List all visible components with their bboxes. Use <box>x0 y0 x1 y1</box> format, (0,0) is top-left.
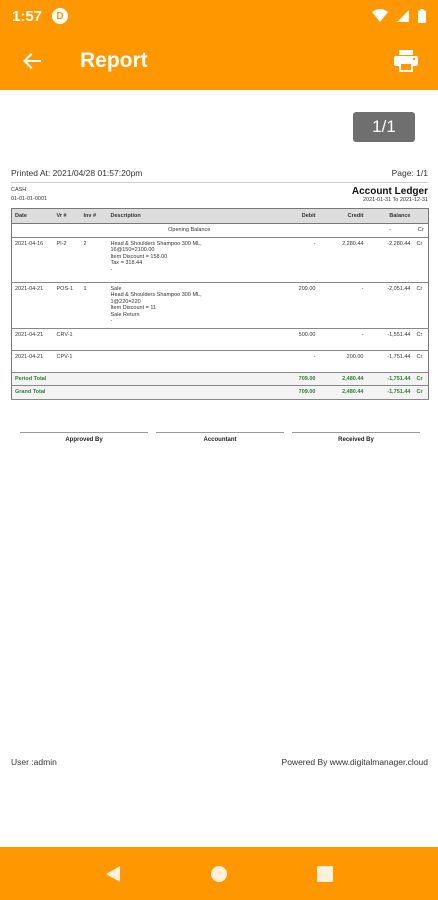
back-button[interactable] <box>0 32 64 90</box>
page-number: Page: 1/1 <box>391 168 428 178</box>
wifi-icon <box>372 9 388 23</box>
row-date: 2021-04-21 <box>12 350 54 372</box>
col-suffix <box>414 209 429 224</box>
nav-home-icon[interactable] <box>210 865 228 883</box>
col-balance: Balance <box>367 209 414 224</box>
signature-approved-by: Approved By <box>20 432 148 443</box>
row-date: 2021-04-16 <box>12 237 54 282</box>
description-line: Tax = 318.44 <box>110 260 143 266</box>
status-bar <box>0 0 438 32</box>
grand-total-suffix: Cr <box>414 386 429 400</box>
report-viewer[interactable] <box>0 90 438 847</box>
signal-icon <box>396 9 410 23</box>
row-invoice: 1 <box>81 282 108 328</box>
nav-back-icon[interactable] <box>105 865 121 883</box>
row-debit: - <box>278 237 319 282</box>
status-time: 1:57 <box>12 7 43 25</box>
table-row <box>12 237 429 282</box>
description-line: Head & Shoulders Shampoo 300 ML, <box>110 292 202 298</box>
signature-accountant: Accountant <box>156 432 284 443</box>
period-total-balance: -1,751.44 <box>367 372 414 386</box>
row-balance: -1,551.44 <box>367 328 414 350</box>
account-code: 01-01-01-0001 <box>11 196 48 202</box>
report-document <box>11 168 428 400</box>
row-suffix: Cr <box>414 237 429 282</box>
page-title: Report <box>80 49 148 72</box>
opening-balance-suffix: Cr <box>414 224 429 238</box>
col-voucher: Vr # <box>54 209 81 224</box>
row-description <box>108 282 278 328</box>
row-description <box>108 350 278 372</box>
description-line: Sale <box>110 285 122 292</box>
row-credit: - <box>319 282 367 328</box>
row-debit: 209.00 <box>278 282 319 328</box>
table-row <box>12 350 429 372</box>
row-invoice <box>81 350 108 372</box>
row-date: 2021-04-21 <box>12 282 54 328</box>
row-credit: 2,280.44 <box>319 237 367 282</box>
row-balance: -2,051.44 <box>367 282 414 328</box>
table-row <box>12 328 429 350</box>
row-balance: -2,280.44 <box>367 237 414 282</box>
period-total-label: Period Total <box>12 372 278 386</box>
col-date: Date <box>12 209 54 224</box>
col-invoice: Inv # <box>81 209 108 224</box>
row-suffix: Cr <box>414 282 429 328</box>
print-button[interactable] <box>374 32 438 90</box>
row-invoice <box>81 328 108 350</box>
table-row <box>12 282 429 328</box>
row-date: 2021-04-21 <box>12 328 54 350</box>
arrow-back-icon <box>22 51 42 71</box>
period-total-suffix: Cr <box>414 372 429 386</box>
battery-icon <box>418 9 426 23</box>
description-line: 16@150=2100.00 <box>110 247 155 253</box>
ledger-table <box>11 208 429 400</box>
app-notification-icon: D <box>52 8 68 24</box>
row-voucher: CPV-1 <box>54 350 81 372</box>
row-suffix: Cr <box>414 328 429 350</box>
account-type: CASH <box>11 187 27 193</box>
row-voucher: CRV-1 <box>54 328 81 350</box>
grand-total-row <box>12 386 429 400</box>
col-description: Description <box>108 209 278 224</box>
grand-total-balance: -1,751.44 <box>367 386 414 400</box>
row-balance: -1,751.44 <box>367 350 414 372</box>
user-label: User :admin <box>11 757 57 767</box>
opening-balance-value: - <box>367 224 414 238</box>
description-line: Sale Return <box>110 311 140 318</box>
grand-total-credit: 2,480.44 <box>319 386 367 400</box>
grand-total-label: Grand Total <box>12 386 278 400</box>
period-total-debit: 709.00 <box>278 372 319 386</box>
page-indicator: 1/1 <box>353 112 415 142</box>
col-credit: Credit <box>319 209 367 224</box>
description-line: Item Discount = 158.00 <box>110 253 168 260</box>
description-line: - <box>110 318 113 324</box>
description-line: - <box>110 266 113 273</box>
app-bar <box>0 32 438 90</box>
ledger-title: Account Ledger <box>351 186 428 197</box>
description-line: Item Discount = 11 <box>110 305 157 311</box>
row-description <box>108 237 278 282</box>
printed-at: Printed At: 2021/04/28 01:57:20pm <box>11 168 143 178</box>
description-line: Head & Shoulders Shampoo 300 ML, <box>110 240 202 247</box>
opening-balance-label: Opening Balance <box>12 224 367 238</box>
powered-by: Powered By www.digitalmanager.cloud <box>281 757 428 767</box>
row-invoice: 2 <box>81 237 108 282</box>
document-footer <box>11 757 428 767</box>
table-header-row <box>12 209 429 224</box>
system-nav-bar <box>0 847 438 900</box>
row-credit: - <box>319 328 367 350</box>
period-total-row <box>12 372 429 386</box>
row-voucher: POS-1 <box>54 282 81 328</box>
row-debit: 500.00 <box>278 328 319 350</box>
ledger-period: 2021-01-31 To 2021-12-31 <box>362 197 428 203</box>
row-credit: 200.00 <box>319 350 367 372</box>
printer-icon <box>394 50 418 72</box>
opening-balance-row <box>12 224 429 238</box>
row-description <box>108 328 278 350</box>
row-debit: - <box>278 350 319 372</box>
col-debit: Debit <box>278 209 319 224</box>
row-suffix: Cr <box>414 350 429 372</box>
row-voucher: PI-2 <box>54 237 81 282</box>
period-total-credit: 2,480.44 <box>319 372 367 386</box>
description-line: 1@220=220 <box>110 298 141 305</box>
nav-recents-icon[interactable] <box>317 866 333 882</box>
signature-lines <box>20 432 420 443</box>
signature-received-by: Received By <box>292 432 420 443</box>
grand-total-debit: 709.00 <box>278 386 319 400</box>
